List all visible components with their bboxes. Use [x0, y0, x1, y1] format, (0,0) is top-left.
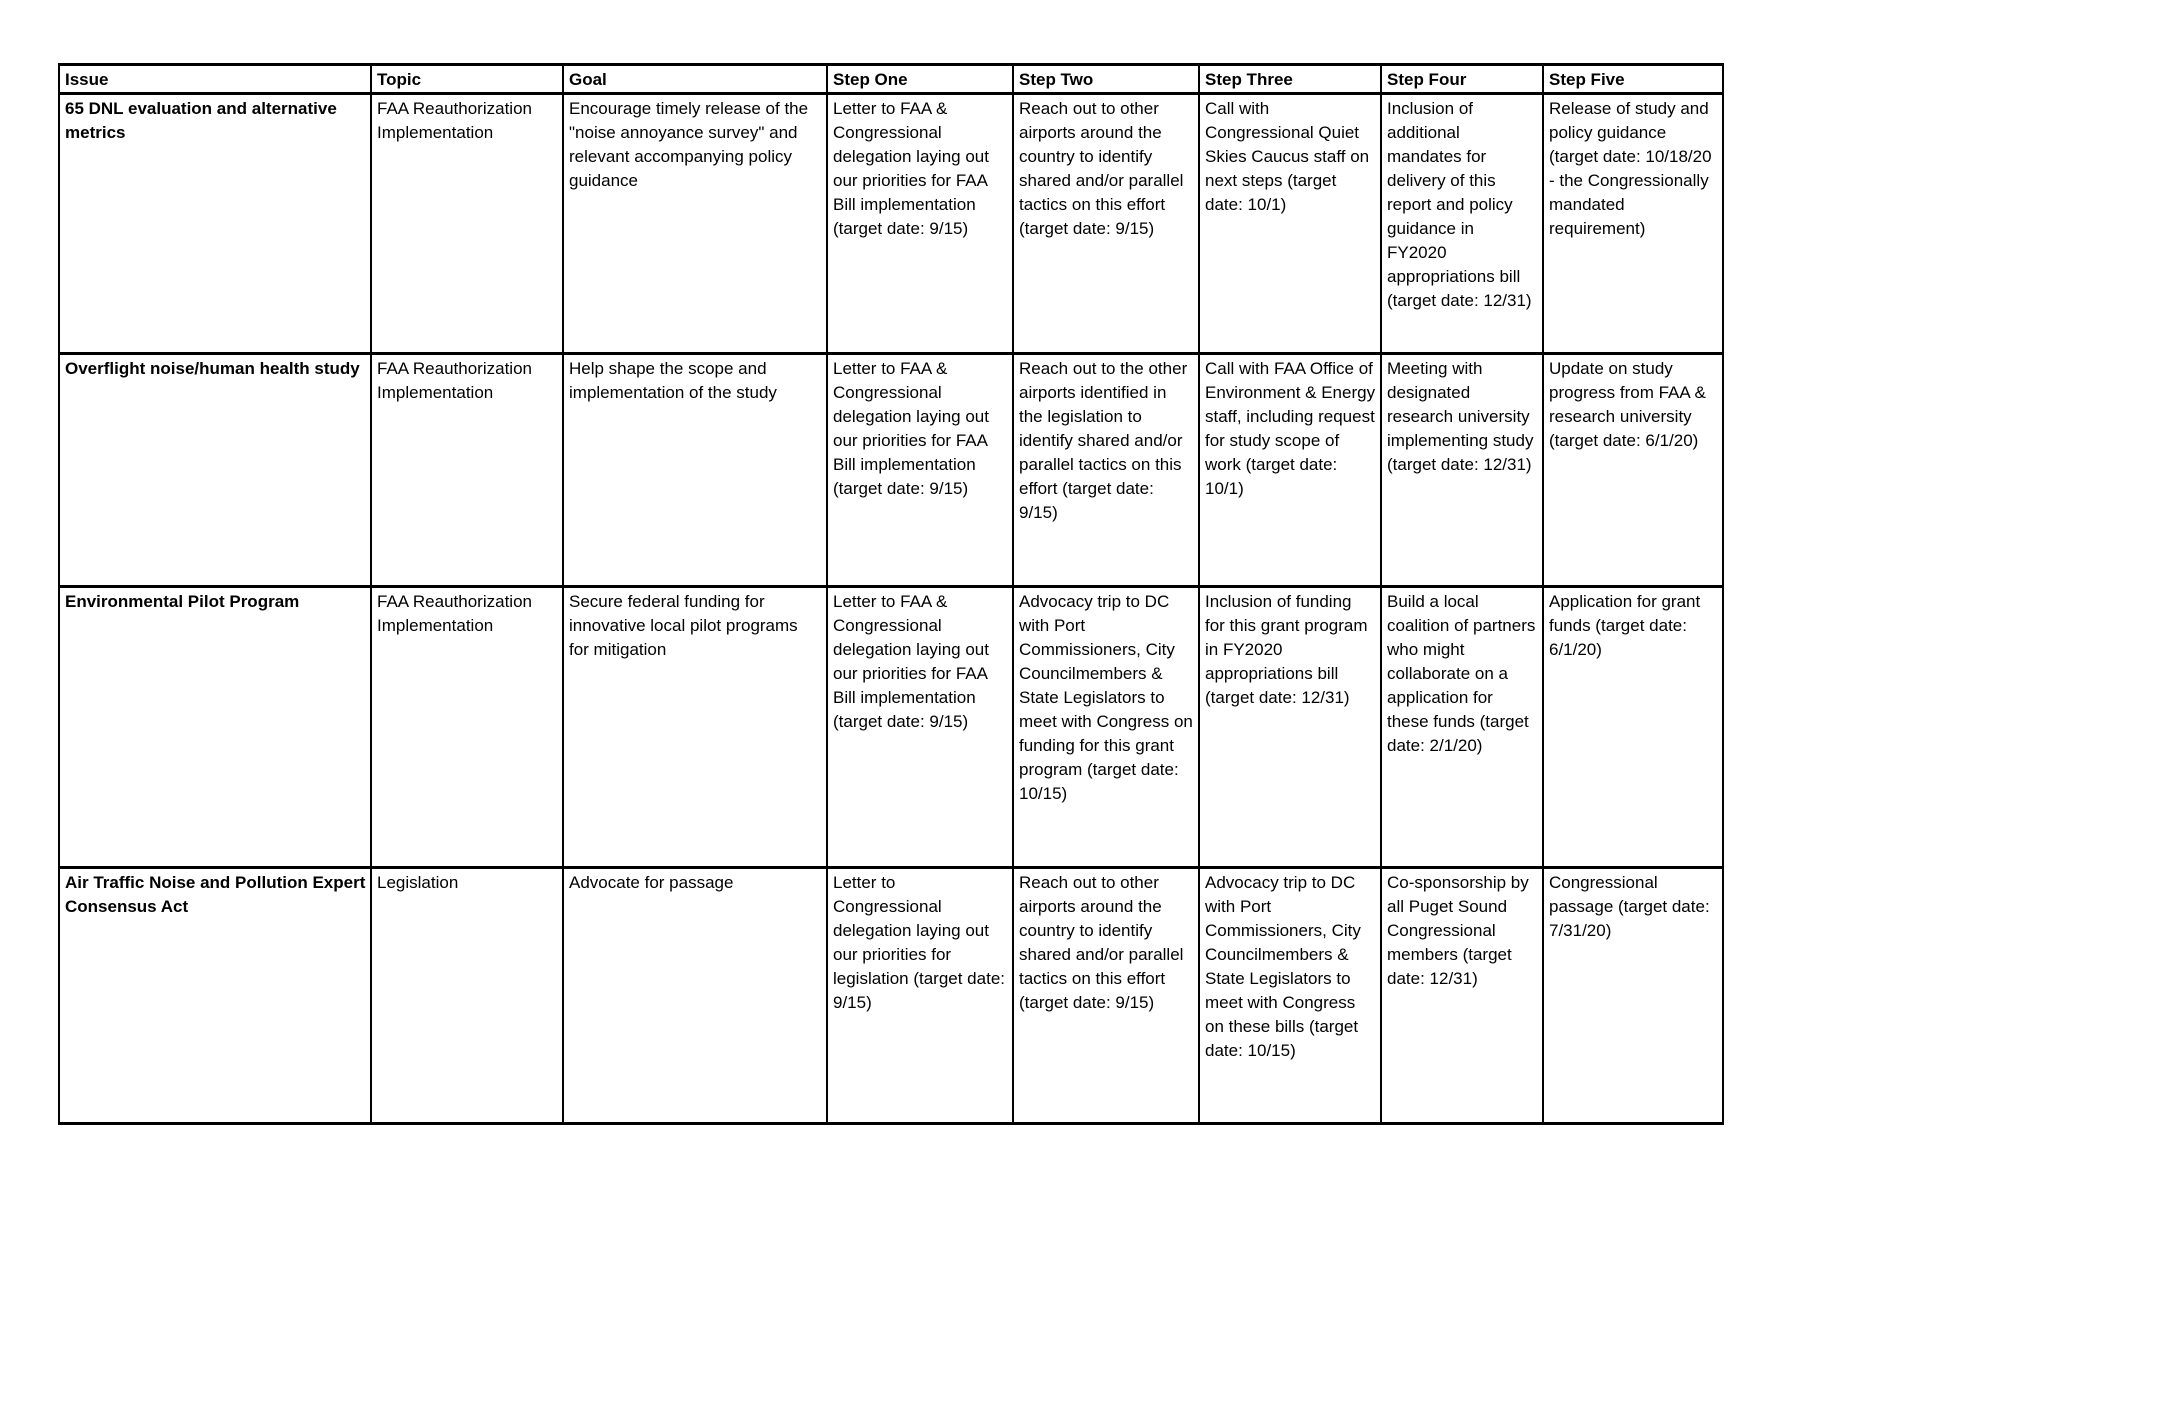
header-row	[59, 65, 1723, 94]
cell-step-two: Reach out to other airports around the country to identify shared and/or parallel tactics on this effort (target date: 9/15)	[1013, 868, 1199, 1124]
cell-step-two: Reach out to other airports around the country to identify shared and/or parallel tactics on this effort (target date: 9/15)	[1013, 94, 1199, 354]
cell-step-four: Co-sponsorship by all Puget Sound Congressional members (target date: 12/31)	[1381, 868, 1543, 1124]
cell-goal: Help shape the scope and implementation of the study	[563, 354, 827, 587]
cell-topic: FAA Reauthorization Implementation	[371, 587, 563, 868]
cell-goal: Encourage timely release of the "noise annoyance survey" and relevant accompanying policy guidance	[563, 94, 827, 354]
cell-topic: FAA Reauthorization Implementation	[371, 354, 563, 587]
action-plan-table	[58, 63, 1724, 1125]
cell-step-two: Advocacy trip to DC with Port Commissioners, City Councilmembers & State Legislators to meet with Congress on funding for this grant program (target date: 10/15)	[1013, 587, 1199, 868]
cell-step-three: Advocacy trip to DC with Port Commissioners, City Councilmembers & State Legislators to meet with Congress on these bills (target date: 10/15)	[1199, 868, 1381, 1124]
cell-step-five: Update on study progress from FAA & research university (target date: 6/1/20)	[1543, 354, 1723, 587]
table-row	[59, 587, 1723, 868]
cell-step-one: Letter to FAA & Congressional delegation laying out our priorities for FAA Bill implementation (target date: 9/15)	[827, 354, 1013, 587]
header-step-five: Step Five	[1543, 65, 1723, 94]
cell-step-two: Reach out to the other airports identified in the legislation to identify shared and/or parallel tactics on this effort (target date: 9/15)	[1013, 354, 1199, 587]
cell-step-one: Letter to Congressional delegation laying out our priorities for legislation (target date: 9/15)	[827, 868, 1013, 1124]
action-plan-table-container	[58, 63, 1724, 1125]
cell-step-one: Letter to FAA & Congressional delegation laying out our priorities for FAA Bill implementation (target date: 9/15)	[827, 587, 1013, 868]
cell-issue: Air Traffic Noise and Pollution Expert Consensus Act	[59, 868, 371, 1124]
cell-topic: Legislation	[371, 868, 563, 1124]
table-row	[59, 94, 1723, 354]
header-goal: Goal	[563, 65, 827, 94]
cell-step-five: Congressional passage (target date: 7/31/20)	[1543, 868, 1723, 1124]
cell-goal: Advocate for passage	[563, 868, 827, 1124]
cell-step-three: Call with FAA Office of Environment & Energy staff, including request for study scope of work (target date: 10/1)	[1199, 354, 1381, 587]
cell-step-four: Build a local coalition of partners who might collaborate on a application for these funds (target date: 2/1/20)	[1381, 587, 1543, 868]
header-issue: Issue	[59, 65, 371, 94]
cell-step-five: Release of study and policy guidance (target date: 10/18/20 - the Congressionally mandated requirement)	[1543, 94, 1723, 354]
cell-step-four: Inclusion of additional mandates for delivery of this report and policy guidance in FY2020 appropriations bill (target date: 12/31)	[1381, 94, 1543, 354]
table-row	[59, 354, 1723, 587]
cell-issue: 65 DNL evaluation and alternative metrics	[59, 94, 371, 354]
header-step-three: Step Three	[1199, 65, 1381, 94]
cell-topic: FAA Reauthorization Implementation	[371, 94, 563, 354]
table-row	[59, 868, 1723, 1124]
cell-step-four: Meeting with designated research university implementing study (target date: 12/31)	[1381, 354, 1543, 587]
header-topic: Topic	[371, 65, 563, 94]
header-step-four: Step Four	[1381, 65, 1543, 94]
cell-step-five: Application for grant funds (target date: 6/1/20)	[1543, 587, 1723, 868]
cell-issue: Overflight noise/human health study	[59, 354, 371, 587]
header-step-one: Step One	[827, 65, 1013, 94]
cell-step-three: Inclusion of funding for this grant program in FY2020 appropriations bill (target date: 12/31)	[1199, 587, 1381, 868]
cell-step-one: Letter to FAA & Congressional delegation laying out our priorities for FAA Bill implementation (target date: 9/15)	[827, 94, 1013, 354]
cell-goal: Secure federal funding for innovative local pilot programs for mitigation	[563, 587, 827, 868]
cell-step-three: Call with Congressional Quiet Skies Caucus staff on next steps (target date: 10/1)	[1199, 94, 1381, 354]
cell-issue: Environmental Pilot Program	[59, 587, 371, 868]
header-step-two: Step Two	[1013, 65, 1199, 94]
